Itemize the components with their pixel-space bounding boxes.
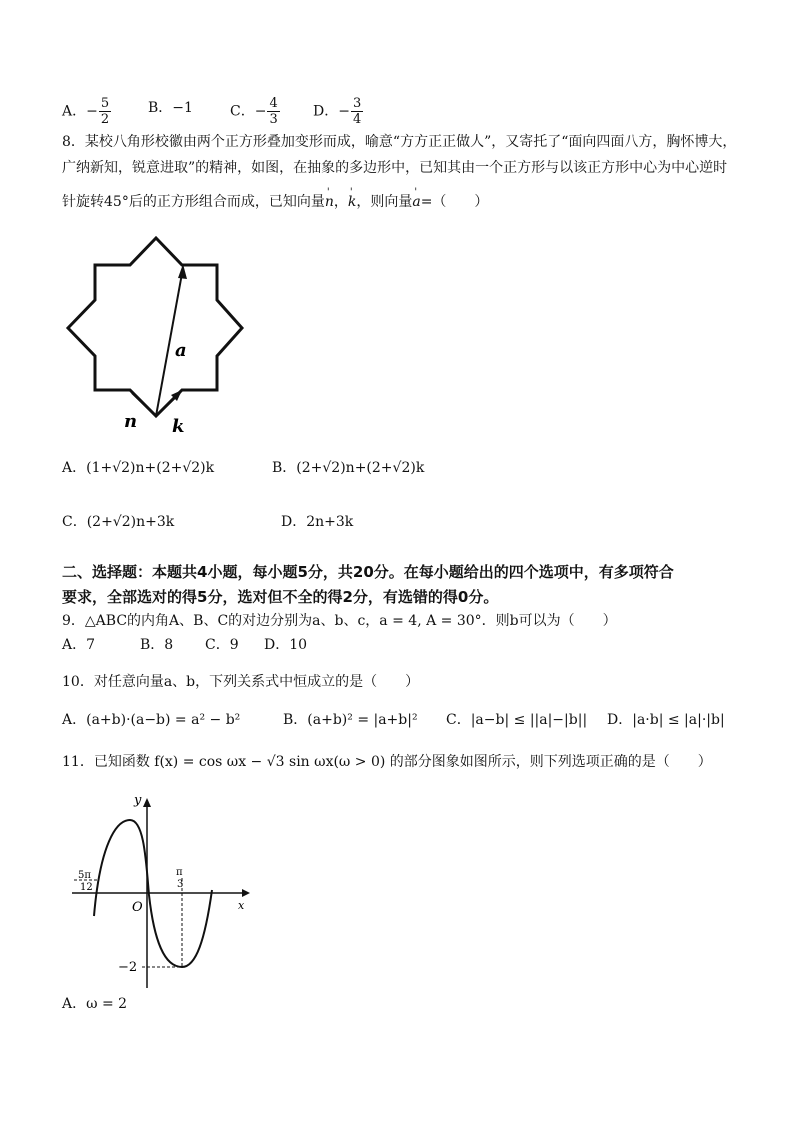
q8-text-line1: 8．某校八角形校徽由两个正方形叠加变形而成，喻意“方方正正做人”，又寄托了“面向四面八方，胸怀博大， [62, 134, 737, 150]
y-axis-arrow [143, 798, 151, 807]
x-axis-arrow [242, 889, 250, 897]
q8-option-c: C．(2+√2)n+3k [62, 514, 175, 530]
q7-option-d-fraction: $\frac{3}{4}$ [352, 96, 362, 127]
q7-option-c-fraction: $\frac{4}{3}$ [269, 96, 278, 127]
q8-option-d: D．2n+3k [281, 514, 354, 530]
x-axis-label: x [238, 899, 245, 912]
origin-label: O [132, 900, 143, 915]
q9-option-a: A．7 [62, 637, 96, 653]
q11-text: 11．已知函数 f(x) = cos ωx − √3 sin ωx(ω > 0) 的部分图象如图所示，则下列选项正确的是（ ） [62, 754, 712, 770]
q7-option-a: A．− $\frac{5}{2}$ [62, 96, 110, 127]
octagram-outline [68, 238, 242, 416]
tick-label-pi-num: π [176, 867, 183, 878]
q10-option-a: A．(a+b)·(a−b) = a² − b² [62, 712, 241, 728]
section2-heading-line1: 二、选择题：本题共4小题，每小题5分，共20分。在每小题给出的四个选项中，有多项符合 [62, 563, 674, 581]
q9-text: 9．△ABC的内角A、B、C的对边分别为a、b、c，a = 4, A = 30°．则b可以为（ ） [62, 613, 617, 629]
figure-label-n: n [124, 411, 138, 432]
q10-text: 10．对任意向量a、b，下列关系式中恒成立的是（ ） [62, 674, 420, 690]
q7-option-a-fraction: $\frac{5}{2}$ [100, 96, 110, 127]
tick-label-neg-two: −2 [118, 960, 138, 975]
tick-label-5pi-den: 12 [80, 882, 93, 893]
q10-option-b: B．(a+b)² = |a+b|² [283, 712, 418, 728]
q9-option-d: D．10 [264, 637, 308, 653]
q7-option-d: D．− $\frac{3}{4}$ [313, 96, 362, 127]
tick-label-5pi-num: 5π [78, 870, 91, 881]
q9-option-b: B．8 [140, 637, 174, 653]
q7-option-c: C．− $\frac{4}{3}$ [230, 96, 278, 127]
q8-text-line3: 针旋转45°后的正方形组合而成，已知向量' n，' k，则向量' a=（ ） [62, 192, 488, 212]
q7-option-b: B．−1 [148, 100, 193, 116]
q11-option-a: A．ω = 2 [62, 996, 128, 1012]
q8-option-b: B．(2+√2)n+(2+√2)k [272, 460, 425, 476]
q8-text-line2: 广纳新知，锐意进取”的精神，如图，在抽象的多边形中，已知其由一个正方形与以该正方形中心为中心逆时 [62, 160, 728, 176]
figure-label-a: a [175, 340, 187, 361]
figure-label-k: k [172, 416, 185, 437]
octagram-figure [60, 228, 260, 438]
section2-heading-line2: 要求，全部选对的得5分，选对但不全的得2分，有选错的得0分。 [62, 588, 499, 606]
q10-option-d: D．|a·b| ≤ |a|·|b| [607, 712, 725, 728]
y-axis-label: y [134, 793, 142, 808]
q10-option-c: C．|a−b| ≤ ||a|−|b|| [446, 712, 588, 728]
q9-option-c: C．9 [205, 637, 239, 653]
q8-option-a: A．(1+√2)n+(2+√2)k [62, 460, 215, 476]
tick-label-pi-den: 3 [177, 879, 184, 890]
function-graph [60, 790, 260, 990]
